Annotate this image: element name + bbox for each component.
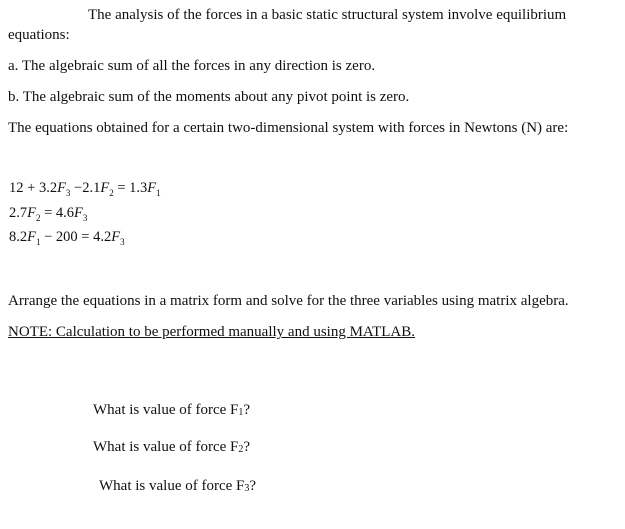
question-f1: What is value of force $F_1$? (93, 402, 251, 418)
intro-line-1: The analysis of the forces in a basic static structural system involve equilibrium (88, 7, 567, 23)
rule-a: a. The algebraic sum of all the forces in any direction is zero. (8, 58, 376, 74)
rule-b: b. The algebraic sum of the moments about any pivot point is zero. (8, 89, 410, 105)
equation-2: $2.7F_2 = 4.6F_3$ (9, 205, 88, 223)
context-text: The equations obtained for a certain two-dimensional system with forces in Newtons (N) are: (8, 120, 569, 136)
equation-3: $8.2F_1 - 200 = 4.2F_3$ (9, 229, 125, 247)
question-f3: What is value of force $F_3$? (99, 478, 257, 494)
note-text: NOTE: Calculation to be performed manually and using MATLAB. (8, 324, 415, 340)
equation-1: $12 + 3.2F_3 -2.1F_2 = 1.3F_1$ (9, 180, 161, 198)
question-f2: What is value of force $F_2$? (93, 439, 251, 455)
intro-line-2: equations: (8, 27, 70, 43)
instruction-text: Arrange the equations in a matrix form and solve for the three variables using matrix algebra. (8, 293, 569, 309)
